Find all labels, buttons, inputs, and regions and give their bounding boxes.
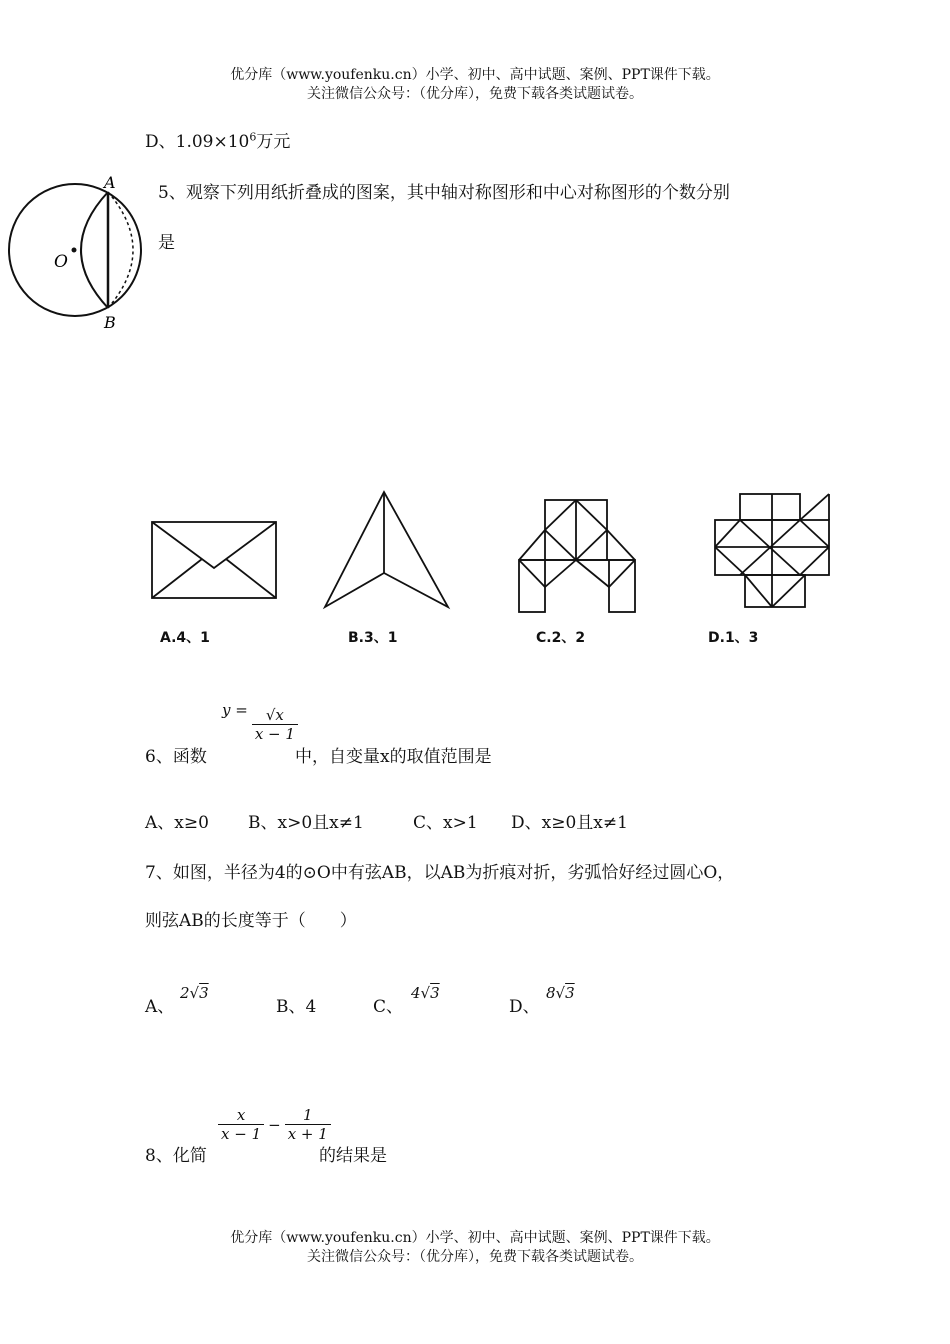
header-line-2: 关注微信公众号：（优分库），免费下载各类试题试卷。	[307, 86, 643, 102]
q7-option-a-value: 2√3	[180, 984, 209, 1002]
circle-fold-figure	[0, 172, 150, 337]
footer-line-2: 关注微信公众号：（优分库），免费下载各类试题试卷。	[307, 1249, 643, 1265]
q7-option-c-coef: 4	[411, 984, 421, 1002]
label-o: O	[54, 252, 68, 272]
header-line-1: 优分库（www.youfenku.cn）小学、初中、高中试题、案例、PPT课件下载。	[230, 67, 720, 83]
q7-option-d-value: 8√3	[546, 984, 575, 1002]
q7-option-d-label: D、	[509, 997, 540, 1017]
q7-line-1: 7、如图，半径为4的⊙O中有弦AB，以AB为折痕对折，劣弧恰好经过圆心O，	[145, 863, 735, 883]
dashed-arc	[108, 192, 133, 308]
q5-option-c: C.2、2	[536, 630, 586, 646]
q7-option-a-coef: 2	[180, 984, 190, 1002]
q5-option-d: D.1、3	[708, 630, 759, 646]
q4-option-d-prefix: D、1.09×10	[145, 132, 250, 152]
q6-fraction	[252, 706, 298, 743]
q7-option-c-radicand: 3	[430, 984, 440, 1002]
q6-denominator: x − 1	[254, 725, 295, 743]
q4-option-d-exponent: 6	[249, 130, 257, 144]
q6-option-b: B、x>0且x≠1	[248, 813, 364, 833]
q8-fraction-1	[218, 1106, 264, 1143]
q7-option-c-label: C、	[373, 997, 404, 1017]
q5-option-a: A.4、1	[160, 630, 210, 646]
q5-text: 5、观察下列用纸折叠成的图案，其中轴对称图形和中心对称图形的个数分别	[158, 183, 730, 203]
q6-option-a: A、x≥0	[145, 813, 209, 833]
q8-frac2-numerator: 1	[285, 1106, 331, 1125]
q6-prefix: 6、函数	[145, 747, 207, 767]
q8-formula	[218, 1106, 331, 1143]
footer-line-1: 优分库（www.youfenku.cn）小学、初中、高中试题、案例、PPT课件下载。	[230, 1230, 720, 1246]
q8-frac2-denominator: x + 1	[287, 1125, 328, 1143]
q4-option-d-suffix: 万元	[256, 132, 291, 152]
q8-prefix: 8、化简	[145, 1146, 207, 1166]
figure-arrowhead	[325, 492, 448, 607]
q8-frac1-numerator: x	[218, 1106, 264, 1125]
q6-suffix: 中，自变量x的取值范围是	[295, 747, 492, 767]
figure-envelope	[152, 522, 276, 598]
q6-numerator: √x	[252, 706, 298, 725]
q5-figures	[140, 485, 840, 620]
center-point	[72, 248, 77, 253]
q7-option-d-coef: 8	[546, 984, 556, 1002]
folded-arc	[81, 192, 108, 308]
q6-option-d: D、x≥0且x≠1	[511, 813, 628, 833]
q8-suffix: 的结果是	[319, 1146, 387, 1166]
page-footer	[0, 1229, 950, 1267]
q4-option-d	[145, 127, 290, 152]
label-b: B	[104, 313, 116, 332]
q8-minus: −	[268, 1115, 281, 1134]
q7-option-b: B、4	[276, 997, 317, 1017]
page-header	[0, 66, 950, 104]
q5-text-2: 是	[158, 233, 175, 253]
q8-fraction-2	[285, 1106, 331, 1143]
q8-frac1-denominator: x − 1	[221, 1125, 262, 1143]
q5-option-b: B.3、1	[348, 630, 398, 646]
q6-option-c: C、x>1	[413, 813, 478, 833]
label-a: A	[104, 173, 116, 192]
q6-formula	[222, 700, 298, 743]
q7-option-a-radicand: 3	[199, 984, 209, 1002]
q7-option-c-value: 4√3	[411, 984, 440, 1002]
figure-d	[715, 494, 829, 607]
figure-c	[519, 500, 635, 612]
q7-option-d-radicand: 3	[565, 984, 575, 1002]
q7-option-a-label: A、	[145, 997, 175, 1017]
q6-y-equals: y =	[222, 700, 248, 719]
q7-line-2: 则弦AB的长度等于（ ）	[145, 911, 357, 931]
